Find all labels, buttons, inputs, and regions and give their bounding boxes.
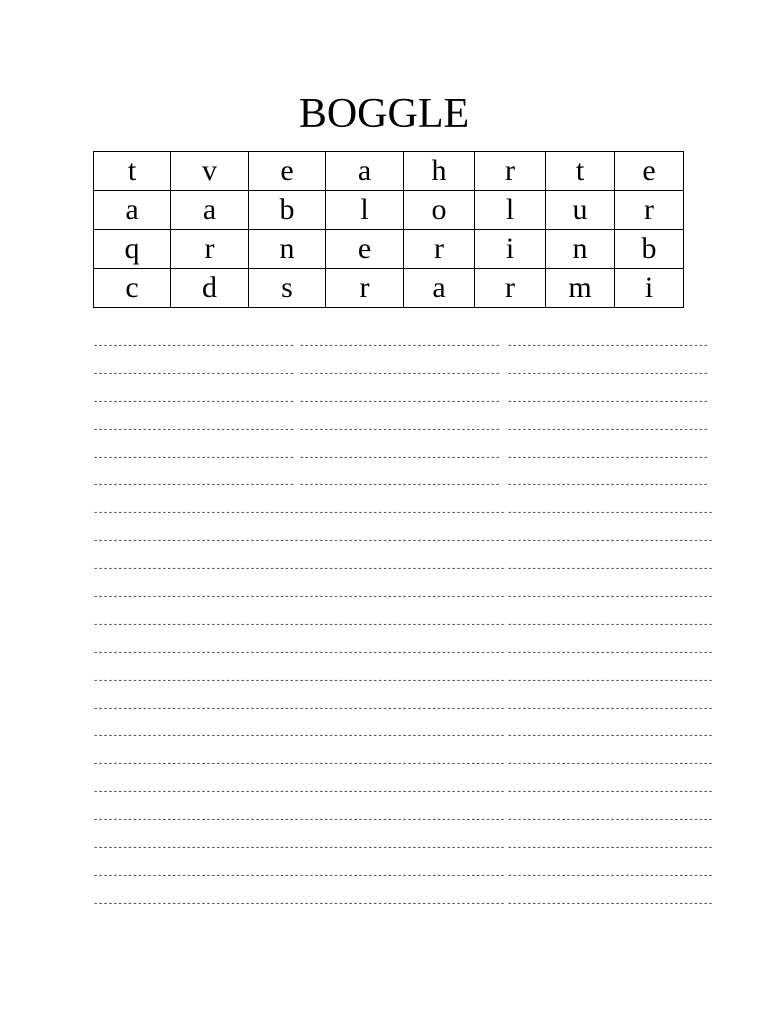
grid-cell: r xyxy=(475,269,546,308)
grid-cell: u xyxy=(546,191,615,230)
grid-cell: q xyxy=(94,230,171,269)
answer-line: ------------------------------------------ xyxy=(93,619,299,630)
answer-line: ------------------------------------------ xyxy=(507,870,713,881)
grid-cell: e xyxy=(249,152,326,191)
grid-cell: o xyxy=(404,191,475,230)
grid-row xyxy=(94,191,684,230)
page-title: BOGGLE xyxy=(298,91,470,137)
answer-line: ----------------------------------------- xyxy=(299,480,500,491)
answer-line: ----------------------------------------- xyxy=(299,452,500,463)
grid-cell: t xyxy=(94,152,171,191)
answer-line: ------------------------------------------ xyxy=(507,815,713,826)
answer-line: ------------------------------------------ xyxy=(507,759,713,770)
grid-cell: d xyxy=(171,269,249,308)
answer-line: ------------------------------------------ xyxy=(299,647,505,658)
grid-cell: l xyxy=(475,191,546,230)
answer-line: ------------------------------------------ xyxy=(507,647,713,658)
answer-line: ----------------------------------------- xyxy=(299,341,500,351)
answer-line: ------------------------------------------ xyxy=(93,815,299,826)
answer-line: ------------------------------------------ xyxy=(299,898,505,909)
grid-cell: a xyxy=(404,269,475,308)
grid-cell: c xyxy=(94,269,171,308)
grid-cell: r xyxy=(171,230,249,269)
answer-line: ----------------------------------------- xyxy=(507,396,708,407)
answer-line: ------------------------------------------ xyxy=(507,843,713,854)
answer-line: ------------------------------------------ xyxy=(93,647,299,658)
answer-line: ----------------------------------------- xyxy=(93,341,294,351)
grid-cell: i xyxy=(475,230,546,269)
answer-line: ------------------------------------------ xyxy=(507,508,713,519)
grid-cell: e xyxy=(326,230,404,269)
answer-line: ------------------------------------------ xyxy=(299,536,505,547)
grid-cell: r xyxy=(326,269,404,308)
answer-line: ------------------------------------------ xyxy=(93,564,299,575)
answer-line: ------------------------------------------ xyxy=(507,898,713,909)
answer-line: ------------------------------------------ xyxy=(299,787,505,798)
answer-line: ------------------------------------------ xyxy=(93,592,299,603)
answer-line: ----------------------------------------- xyxy=(299,424,500,435)
grid-cell: b xyxy=(615,230,684,269)
grid-cell: i xyxy=(615,269,684,308)
answer-line: ------------------------------------------ xyxy=(299,564,505,575)
grid-cell: s xyxy=(249,269,326,308)
grid-cell: a xyxy=(94,191,171,230)
answer-line: ----------------------------------------- xyxy=(93,480,294,491)
answer-line: ------------------------------------------ xyxy=(93,536,299,547)
answer-line: ------------------------------------------ xyxy=(93,787,299,798)
answer-line: ------------------------------------------ xyxy=(299,675,505,686)
answer-line: ----------------------------------------- xyxy=(93,368,294,379)
answer-line: ----------------------------------------- xyxy=(299,368,500,379)
grid-cell: h xyxy=(404,152,475,191)
grid-cell: b xyxy=(249,191,326,230)
answer-line: ----------------------------------------- xyxy=(507,452,708,463)
answer-line: ------------------------------------------ xyxy=(93,675,299,686)
grid-row xyxy=(94,269,684,308)
answer-line: ------------------------------------------ xyxy=(93,759,299,770)
answer-line: ------------------------------------------ xyxy=(299,759,505,770)
answer-line: ------------------------------------------ xyxy=(93,508,299,519)
answer-line: ------------------------------------------ xyxy=(93,731,299,742)
grid-cell: r xyxy=(615,191,684,230)
answer-column-2 xyxy=(299,333,505,919)
answer-line: ------------------------------------------ xyxy=(507,787,713,798)
grid-cell: l xyxy=(326,191,404,230)
answer-line: ------------------------------------------ xyxy=(299,870,505,881)
answer-line: ----------------------------------------- xyxy=(93,424,294,435)
grid-cell: a xyxy=(171,191,249,230)
answer-line: ----------------------------------------- xyxy=(93,452,294,463)
answer-line: ------------------------------------------ xyxy=(507,536,713,547)
answer-line: ------------------------------------------ xyxy=(299,843,505,854)
answer-line: ------------------------------------------ xyxy=(299,619,505,630)
answer-column-3 xyxy=(507,333,713,919)
grid-cell: t xyxy=(546,152,615,191)
answer-line: ----------------------------------------- xyxy=(507,341,708,351)
answer-line: ------------------------------------------ xyxy=(507,731,713,742)
grid-cell: a xyxy=(326,152,404,191)
grid-row xyxy=(94,230,684,269)
answer-line: ------------------------------------------ xyxy=(299,731,505,742)
answer-line: ------------------------------------------ xyxy=(299,592,505,603)
grid-cell: n xyxy=(546,230,615,269)
answer-line: ------------------------------------------ xyxy=(299,703,505,714)
answer-line: ------------------------------------------ xyxy=(299,508,505,519)
answer-line: ----------------------------------------- xyxy=(507,368,708,379)
answer-line: ------------------------------------------ xyxy=(93,898,299,909)
answer-line: ----------------------------------------- xyxy=(299,396,500,407)
answer-line: ----------------------------------------- xyxy=(507,480,708,491)
grid-cell: m xyxy=(546,269,615,308)
answer-line: ----------------------------------------- xyxy=(507,424,708,435)
grid-cell: n xyxy=(249,230,326,269)
grid-cell: r xyxy=(475,152,546,191)
answer-column-1 xyxy=(93,333,299,919)
boggle-letter-grid xyxy=(93,151,684,308)
grid-row xyxy=(94,152,684,191)
answer-line: ------------------------------------------ xyxy=(507,675,713,686)
answer-line: ------------------------------------------ xyxy=(507,619,713,630)
answer-line: ----------------------------------------- xyxy=(93,396,294,407)
answer-line: ------------------------------------------ xyxy=(507,703,713,714)
answer-line: ------------------------------------------ xyxy=(507,564,713,575)
answer-line: ------------------------------------------ xyxy=(93,870,299,881)
answer-line: ------------------------------------------ xyxy=(93,843,299,854)
answer-line: ------------------------------------------ xyxy=(299,815,505,826)
grid-cell: r xyxy=(404,230,475,269)
answer-line: ------------------------------------------ xyxy=(93,703,299,714)
grid-cell: v xyxy=(171,152,249,191)
answer-line: ------------------------------------------ xyxy=(507,592,713,603)
grid-cell: e xyxy=(615,152,684,191)
